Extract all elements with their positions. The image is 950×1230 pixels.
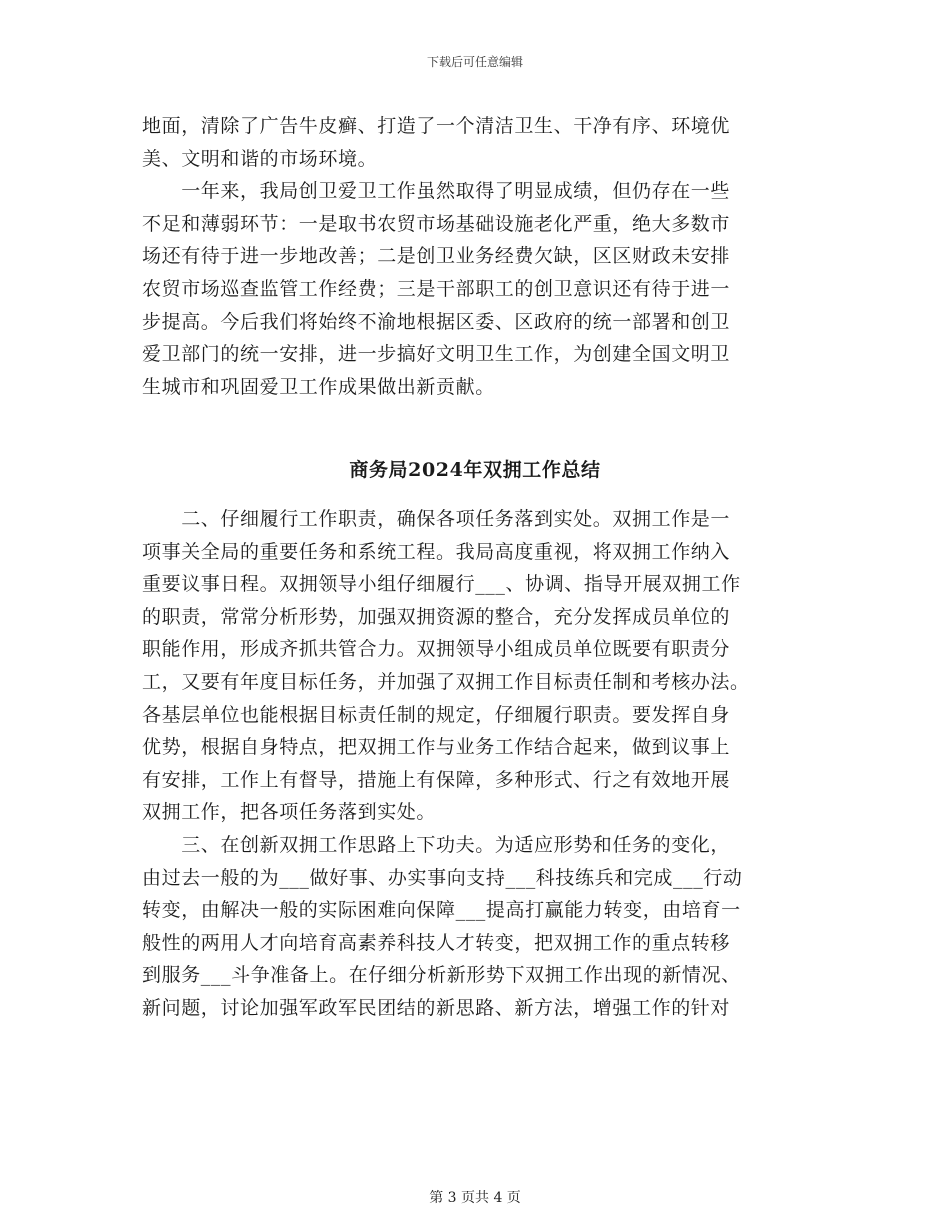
page-header-note: 下载后可任意编辑 <box>426 55 523 69</box>
text-line: 爱卫部门的统一安排，进一步搞好文明卫生工作，为创建全国文明卫 <box>142 343 731 366</box>
text-line: 生城市和巩固爱卫工作成果做出新贡献。 <box>142 375 495 398</box>
paragraph-block-2 <box>142 503 822 1025</box>
text-line: 不足和薄弱环节：一是取书农贸市场基础设施老化严重，绝大多数市 <box>142 212 731 235</box>
text-line: 双拥工作，把各项任务落到实处。 <box>142 801 437 824</box>
text-line: 优势，根据自身特点，把双拥工作与业务工作结合起来，做到议事上 <box>142 736 731 759</box>
text-line: 农贸市场巡查监管工作经费；三是干部职工的创卫意识还有待于进一 <box>142 277 731 300</box>
text-line: 二、仔细履行工作职责，确保各项任务落到实处。双拥工作是一 <box>142 508 731 530</box>
text-line: 场还有待于进一步地改善；二是创卫业务经费欠缺，区区财政未安排 <box>142 245 731 268</box>
text-line: 项事关全局的重要任务和系统工程。我局高度重视，将双拥工作纳入 <box>142 540 731 563</box>
document-title: 商务局2024年双拥工作总结 <box>349 459 601 481</box>
text-line: 各基层单位也能根据目标责任制的规定，仔细履行职责。要发挥自身 <box>142 703 731 726</box>
text-line: 的职责，常常分析形势，加强双拥资源的整合，充分发挥成员单位的 <box>142 605 731 628</box>
text-line: 三、在创新双拥工作思路上下功夫。为适应形势和任务的变化， <box>142 833 731 856</box>
paragraph-block-1 <box>142 110 822 403</box>
text-line: 工，又要有年度目标任务，并加强了双拥工作目标责任制和考核办法。 <box>142 670 750 693</box>
text-line: 由过去一般的为___做好事、办实事向支持___科技练兵和完成___行动 <box>142 866 743 889</box>
text-line: 地面，清除了广告牛皮癣、打造了一个清洁卫生、干净有序、环境优 <box>142 115 731 137</box>
text-line: 一年来，我局创卫爱卫工作虽然取得了明显成绩，但仍存在一些 <box>142 180 731 203</box>
text-line: 转变，由解决一般的实际困难向保障___提高打赢能力转变，由培育一 <box>142 899 741 922</box>
text-line: 职能作用，形成齐抓共管合力。双拥领导小组成员单位既要有职责分 <box>142 638 731 661</box>
text-line: 般性的两用人才向培育高素养科技人才转变，把双拥工作的重点转移 <box>142 931 731 954</box>
text-line: 步提高。今后我们将始终不渝地根据区委、区政府的统一部署和创卫 <box>142 310 731 333</box>
text-line: 新问题，讨论加强军政军民团结的新思路、新方法，增强工作的针对 <box>142 996 731 1019</box>
text-line: 重要议事日程。双拥领导小组仔细履行___、协调、指导开展双拥工作 <box>142 573 741 596</box>
text-line: 有安排，工作上有督导，措施上有保障，多种形式、行之有效地开展 <box>142 768 731 791</box>
text-line: 美、文明和谐的市场环境。 <box>142 147 378 170</box>
page-number-footer: 第 3 页共 4 页 <box>429 1190 521 1206</box>
text-line: 到服务___斗争准备上。在仔细分析新形势下双拥工作出现的新情况、 <box>142 964 741 987</box>
